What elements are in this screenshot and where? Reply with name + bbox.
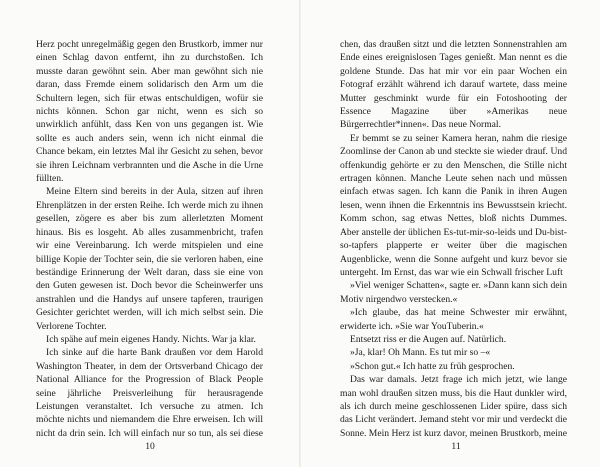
left-paragraph-4: Ich sinke auf die harte Bank draußen vor dem Harold Washington Theater, in dem der Ortsverband Chicago der National Alliance for the Progression of Black People seine jährliche Preisverleihung für herausragende Leistungen veranstaltet. Ich versuche zu atmen. Ich möchte nichts und niemandem die Ehre erweisen. Ich will nicht da drin sein. Ich will einfach nur so tun, als sei diese [36,347,263,438]
right-page-number: 11 [451,441,461,452]
right-paragraph-4: »Ich glaube, das hat meine Schwester mir erwähnt, erwiderte ich. »Sie war YouTuberin.« [340,307,567,332]
right-paragraph-1: chen, das draußen sitzt und die letzten Sonnenstrahlen am Ende eines ereignislosen Tages genießt. Man nennt es die goldene Stunde. Das hat mir vor ein paar Wochen ein Fotograf erzählt während ich darauf wartete, dass meine Mutter geschminkt wurde für ein Fotoshooting der Essence Magazine über »Amerikas neue Bürgerrechtler*innen«. Das neue Normal. [340,39,567,131]
right-page [340,38,567,438]
left-page-number: 10 [145,441,155,452]
right-paragraph-8: Das war damals. Jetzt frage ich mich jetzt, wie lange man wohl draußen sitzen muss, bis die Haut dunkler wird, als ich durch meine geschlossenen Lider spüre, dass sich das Licht verändert. Jemand steht vor mir und verdeckt die Sonne. Mein Herz ist kurz davor, meinen Brustkorb, meine [340,374,567,438]
book-gutter [299,0,301,467]
left-paragraph-2: Meine Eltern sind bereits in der Aula, sitzen auf ihren Ehrenplätzen in der ersten Reihe. Ich werde mich zu ihnen gesellen, zögere es aber bis zum allerletzten Moment hinaus. Bis es losgeht. Ab alles zusammenbricht, trafen wir eine Vereinbarung. Ich werde mitspielen und eine billige Kopie der Tochter sein, die sie verloren haben, eine beständige Erinnerung der Welt daran, dass sie eine von den Guten gewesen ist. Doch bevor die Scheinwerfer uns anstrahlen und die Handys auf unsere tapferen, traurigen Gesichter gerichtet werden, will ich mich selbst sein. Die Verlorene Tochter. [36,186,263,332]
left-page [36,38,263,438]
right-paragraph-6: »Ja, klar! Oh Mann. Es tut mir so –« [350,347,491,359]
right-paragraph-3: »Viel weniger Schatten«, sagte er. »Dann kann sich dein Motiv nirgendwo verstecken.« [340,280,567,305]
right-paragraph-5: Entsetzt riss er die Augen auf. Natürlich. [350,333,507,345]
left-paragraph-3: Ich spähe auf mein eigenes Handy. Nichts. War ja klar. [46,333,256,345]
left-paragraph-1: Herz pocht unregelmäßig gegen den Brustkorb, immer nur einen Schlag davon entfernt, ihn zu durchstoßen. Ich musste daran gewöhnt sein. Aber man gewöhnt sich nie daran, dass Fremde einem solidarisch den Arm um die Schultern legen, sich für etwas entschuldigen, wofür sie nichts können. Schon gar nicht, wenn es sich so unwirklich anfühlt, dass Ken von uns gegangen ist. Wie sollte es auch anders sein, wenn ich nicht einmal die Chance bekam, ein letztes Mal ihr Gesicht zu sehen, bevor sie ihren Leichnam verbrannten und die Asche in die Urne füllten. [36,39,263,185]
right-paragraph-7: »Schon gut.« Ich hatte zu früh gesprochen. [350,360,515,372]
right-paragraph-2: Er bemmt se zu seiner Kamera heran, nahm die riesige Zoomlinse der Canon ab und steckte sie wieder drauf. Und offenkundig gehörte er zu den Menschen, die Stille nicht ertragen können. Manche Leute sehen nach und müssen einfach etwas sagen. Ich kann die Panik in ihren Augen lesen, wenn ihnen die Erkenntnis ins Bewusstsein kriecht. Komm schon, sag etwas Nettes, bloß nichts Dummes. Aber anstelle der üblichen Es-tut-mir-so-leids und Du-bist-so-tapfers plapperte er weiter über die magischen Augenblicke, wenn die Sonne aufgeht und kurz bevor sie untergeht. Im Ernst, das war wie ein Schwall frischer Luft [340,132,567,278]
